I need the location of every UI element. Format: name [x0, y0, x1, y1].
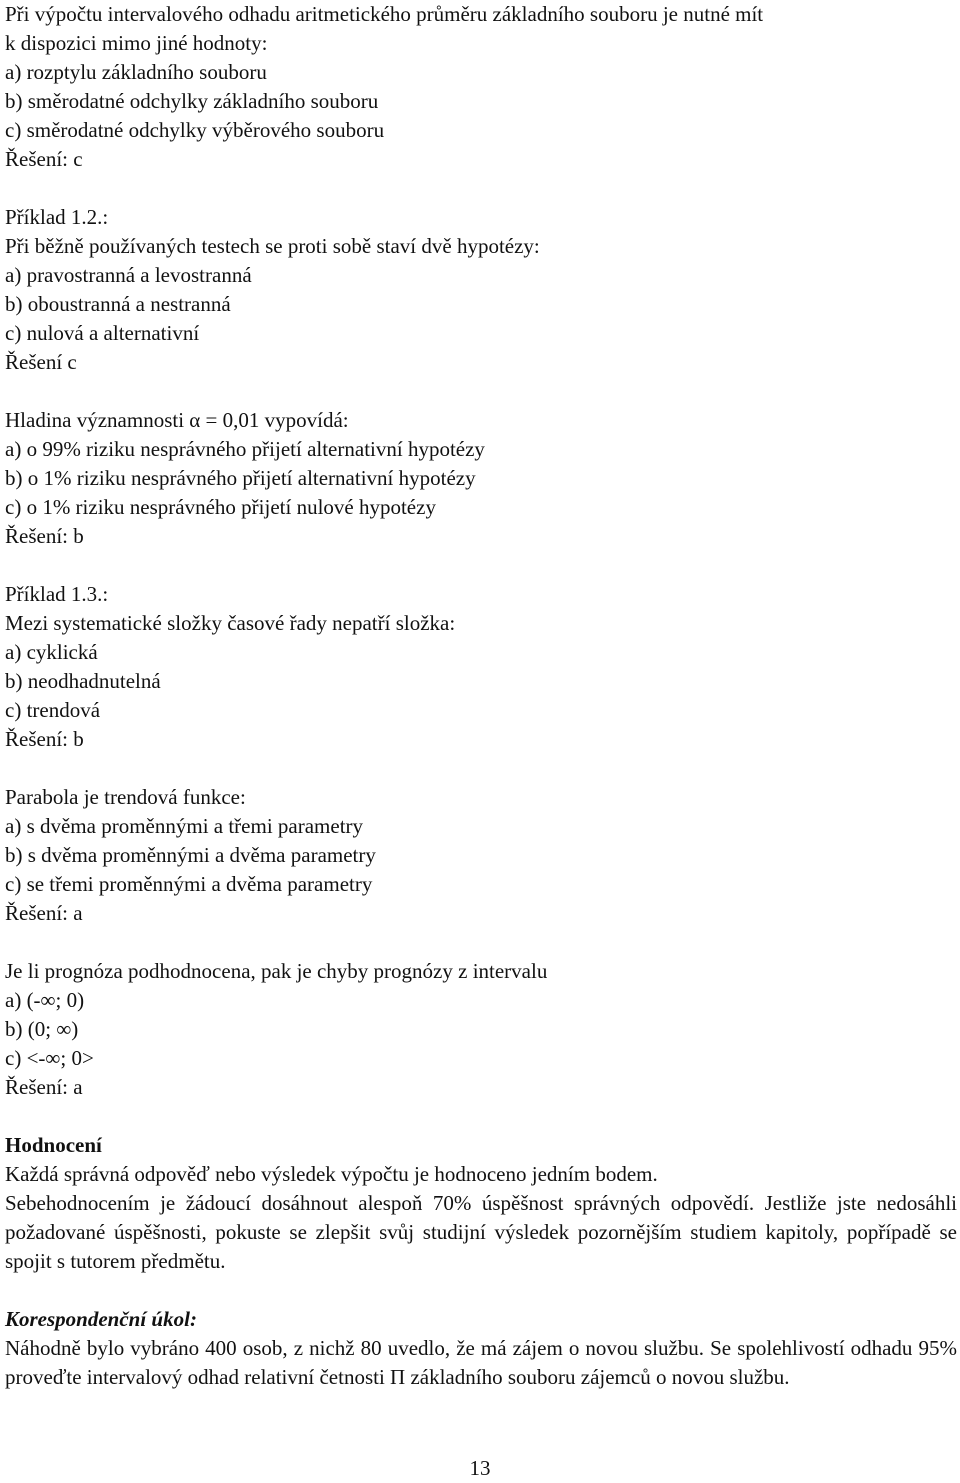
- q3-option-b: b) o 1% riziku nesprávného přijetí alternativní hypotézy: [5, 466, 476, 490]
- q6-option-c: c) <-∞; 0>: [5, 1046, 94, 1070]
- q3-stem: Hladina významnosti α = 0,01 vypovídá:: [5, 408, 349, 432]
- q6-stem: Je li prognóza podhodnocena, pak je chyby prognózy z intervalu: [5, 959, 548, 983]
- q3-option-a: a) o 99% riziku nesprávného přijetí alternativní hypotézy: [5, 437, 485, 461]
- spacer: [5, 1276, 957, 1305]
- q5-stem: Parabola je trendová funkce:: [5, 785, 246, 809]
- q1-option-a: a) rozptylu základního souboru: [5, 60, 267, 84]
- document-page: [5, 0, 957, 1392]
- q6-solution: Řešení: a: [5, 1075, 83, 1099]
- assignment-paragraph: Náhodně bylo vybráno 400 osob, z nichž 80 uvedlo, že má zájem o novou službu. Se spolehlivostí odhadu 95% proveďte intervalový odhad relativní četnosti Π základního souboru zájemců o novou službu.: [5, 1336, 957, 1389]
- q4-title: Příklad 1.3.:: [5, 582, 109, 606]
- page-number: 13: [469, 1456, 491, 1480]
- q1-option-c: c) směrodatné odchylky výběrového souboru: [5, 118, 385, 142]
- spacer: [5, 754, 957, 783]
- q1-option-b: b) směrodatné odchylky základního souboru: [5, 89, 379, 113]
- q2-option-c: c) nulová a alternativní: [5, 321, 200, 345]
- q4-option-a: a) cyklická: [5, 640, 98, 664]
- spacer: [5, 551, 957, 580]
- evaluation-line1: Každá správná odpověď nebo výsledek výpočtu je hodnoceno jedním bodem.: [5, 1162, 658, 1186]
- q2-option-b: b) oboustranná a nestranná: [5, 292, 231, 316]
- q2-stem: Při běžně používaných testech se proti sobě staví dvě hypotézy:: [5, 234, 540, 258]
- q5-option-b: b) s dvěma proměnnými a dvěma parametry: [5, 843, 376, 867]
- q1-solution: Řešení: c: [5, 147, 83, 171]
- q2-option-a: a) pravostranná a levostranná: [5, 263, 252, 287]
- assignment-heading: Korespondenční úkol:: [5, 1307, 197, 1331]
- q6-option-a: a) (-∞; 0): [5, 988, 85, 1012]
- q4-option-c: c) trendová: [5, 698, 101, 722]
- q5-solution: Řešení: a: [5, 901, 83, 925]
- spacer: [5, 928, 957, 957]
- evaluation-paragraph: Sebehodnocením je žádoucí dosáhnout alespoň 70% úspěšnost správných odpovědí. Jestliže jste nedosáhli požadované úspěšnosti, pokuste se zlepšit svůj studijní výsledek pozornějším studiem kapitoly, popřípadě se spojit s tutorem předmětu.: [5, 1191, 957, 1273]
- q3-solution: Řešení: b: [5, 524, 84, 548]
- q5-option-c: c) se třemi proměnnými a dvěma parametry: [5, 872, 373, 896]
- q6-option-b: b) (0; ∞): [5, 1017, 79, 1041]
- q3-option-c: c) o 1% riziku nesprávného přijetí nulové hypotézy: [5, 495, 436, 519]
- spacer: [5, 377, 957, 406]
- spacer: [5, 174, 957, 203]
- q2-title: Příklad 1.2.:: [5, 205, 109, 229]
- q1-stem-line1: Při výpočtu intervalového odhadu aritmetického průměru základního souboru je nutné mít: [5, 2, 764, 26]
- spacer: [5, 1102, 957, 1131]
- q1-stem-line2: k dispozici mimo jiné hodnoty:: [5, 31, 268, 55]
- q4-solution: Řešení: b: [5, 727, 84, 751]
- q4-option-b: b) neodhadnutelná: [5, 669, 161, 693]
- q4-stem: Mezi systematické složky časové řady nepatří složka:: [5, 611, 456, 635]
- q2-solution: Řešení c: [5, 350, 77, 374]
- evaluation-heading: Hodnocení: [5, 1133, 102, 1157]
- q5-option-a: a) s dvěma proměnnými a třemi parametry: [5, 814, 364, 838]
